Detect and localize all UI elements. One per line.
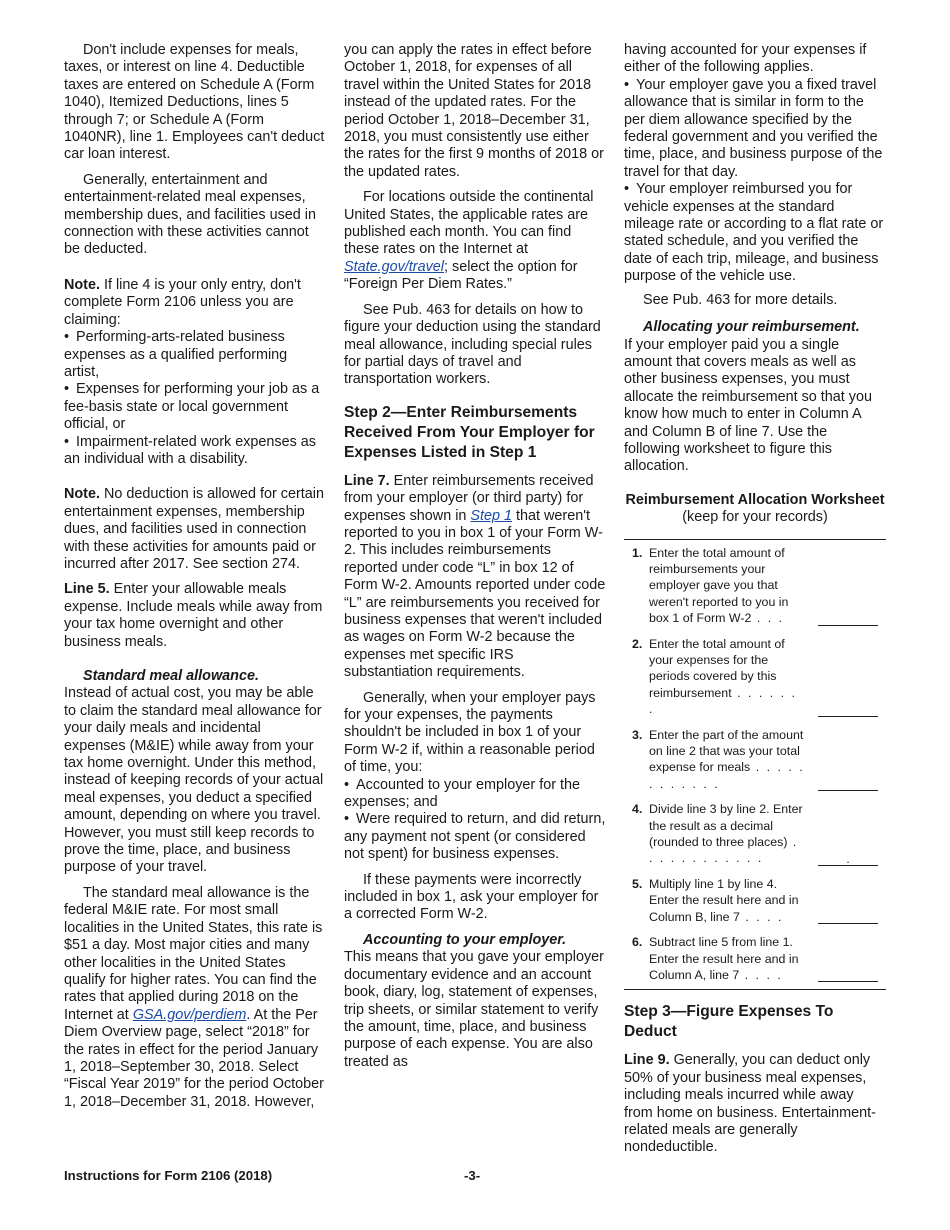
page-number: -3- [464,1168,481,1183]
allocating-heading: Allocating your reimbursement. [643,319,860,336]
column-3 [624,42,886,1165]
worksheet-subtitle: (keep for your records) [682,509,828,526]
line9-label: Line 9. [624,1052,670,1069]
line5-label: Line 5. [64,581,110,598]
line7-paragraph: Line 7. Enter reimbursements received from your employer (or third party) for expenses shown in Step 1 that weren't reported to you in box 1 of your Form W-2. This includes reimbursements reported under code “L” in box 12 of Form W-2. Amounts reported under code “L” are reimbursements you received for business expenses that weren't included as wages on Form W-2 because the expenses met specific IRS substantiation requirements. [344,472,606,681]
note-label: Note. [64,276,100,293]
accounted-paragraph: having accounted for your expenses if either of the following applies. [624,42,867,76]
line9-paragraph: Line 9. Generally, you can deduct only 50% of your business meal expenses, including meals incurred while away from home on business. Entertainment-related meals are generally nondeductible. [624,1052,876,1156]
worksheet-row-6: 6. Subtract line 5 from line 1. Enter the result here and in Column A, line 7 . . . . [624,934,886,983]
see-pub-paragraph: See Pub. 463 for more details. [643,291,838,308]
worksheet-entry-line[interactable]: . [818,851,878,866]
allocating-paragraph: If your employer paid you a single amount that covers meals as well as other business expenses, you must allocate the reimbursement so that you know how much to enter in Column A and Column B of line 7. Use the following worksheet to figure this allocation. [624,336,872,475]
list-item: • Expenses for performing your job as a fee-basis state or local government official, or [64,381,326,433]
list-item: • Your employer reimbursed you for vehicle expenses at the standard mileage rate or according to a flat rate or stated schedule, and you verified the date of each trip, mileage, and business purpose of the vehicle use. [624,181,886,285]
gsa-perdiem-link[interactable]: GSA.gov/perdiem [132,1006,247,1023]
list-item: • Were required to return, and did return, any payment not spent (or considered not spent) for business expenses. [344,811,606,863]
line5-paragraph: Line 5. Enter your allowable meals expense. Include meals while away from your tax home overnight and other business meals. [64,581,323,650]
note-label: Note. [64,486,100,503]
step2-heading: Step 2—Enter Reimbursements Received From Your Employer for Expenses Listed in Step 1 [344,403,595,461]
worksheet-entry-line[interactable] [818,967,878,982]
accounting-heading: Accounting to your employer. [363,931,567,948]
column-2 [344,42,606,1079]
list-item: • Accounted to your employer for the expenses; and [344,777,606,812]
state-travel-link[interactable]: State.gov/travel [344,258,444,275]
reimbursement-worksheet [624,539,886,991]
note-deduction: Note. No deduction is allowed for certain entertainment expenses, membership dues, and facilities used in connection with these activities for amounts paid or incurred after 2017. See section 274. [64,486,324,572]
note-line4: Note. If line 4 is your only entry, don't complete Form 2106 unless you are claiming: [64,276,301,328]
step3-heading: Step 3—Figure Expenses To Deduct [624,1003,834,1041]
generally-paragraph: Generally, when your employer pays for your expenses, the payments shouldn't be included in box 1 of your Form W-2 if, within a reasonable period of time, you: [344,689,596,776]
accounting-paragraph: This means that you gave your employer documentary evidence and an account book, diary, log, statement of expenses, trip sheets, or similar statement to verify the amount, time, place, and business purpose of each expense. You are also treated as [344,949,604,1070]
list-item: • Performing-arts-related business expenses as a qualified performing artist, [64,329,326,381]
worksheet-entry-line[interactable] [818,702,878,717]
sma-paragraph: Instead of actual cost, you may be able to claim the standard meal allowance for your daily meals and incidental expenses (M&IE) while away from your tax home overnight. Under this method, instead of keeping records of your actual meal expenses, you deduct a specified amount, depending on where you travel. However, you must still keep records to prove the time, place, and business purpose of your travel. [64,685,324,876]
worksheet-row-3: 3. Enter the part of the amount on line 2 that was your total expense for meals . . . . . . . . . . . . [624,727,886,793]
step1-link[interactable]: Step 1 [470,507,513,524]
worksheet-entry-line[interactable] [818,776,878,791]
column-1 [64,42,326,1119]
meals-taxes-paragraph: Don't include expenses for meals, taxes, or interest on line 4. Deductible taxes are entered on Schedule A (Form 1040), Itemized Deductions, lines 5 through 7; or Schedule A (Form 1040NR), line 1. Employees can't deduct car loan interest. [64,42,325,163]
footer-form-title: Instructions for Form 2106 (2018) [64,1168,273,1183]
worksheet-row-1: 1. Enter the total amount of reimbursements your employer gave you that weren't reported to you in box 1 of Form W-2 . . . [624,545,886,627]
line7-label: Line 7. [344,472,390,489]
sma-heading: Standard meal allowance. [83,668,259,684]
worksheet-entry-line[interactable] [818,611,878,626]
incorrect-paragraph: If these payments were incorrectly included in box 1, ask your employer for a corrected Form W-2. [344,871,599,923]
worksheet-row-5: 5. Multiply line 1 by line 4. Enter the result here and in Column B, line 7 . . . . [624,876,886,925]
list-item: • Impairment-related work expenses as an individual with a disability. [64,434,326,469]
worksheet-title: Reimbursement Allocation Worksheet [625,491,885,508]
list-item: • Your employer gave you a fixed travel allowance that is similar in form to the per diem allowance specified by the federal government and you verified the time, place, and business purpose of the travel for that day. [624,77,886,181]
rates-continued-paragraph: you can apply the rates in effect before October 1, 2018, for expenses of all travel within the United States for 2018 instead of the updated rates. For the period October 1, 2018–December 31, 2018, you must consistently use either the rates for the first 9 months of 2018 or the updated rates. [344,42,604,180]
worksheet-entry-line[interactable] [818,909,878,924]
entertainment-paragraph: Generally, entertainment and entertainment-related meal expenses, membership dues, and facilities used in connection with these activities cannot be deducted. [64,171,316,258]
rate-paragraph: The standard meal allowance is the federal M&IE rate. For most small localities in the United States, this rate is $51 a day. Most major cities and many other localities in the United States qualify for higher rates. You can find the rates that applied during 2018 on the Internet at GSA.gov/perdiem. At the Per Diem Overview page, select “2018” for the rates in effect for the period January 1, 2018–September 30, 2018. Select “Fiscal Year 2019” for the period October 1, 2018–December 31, 2018. However, [64,884,324,1110]
pub463-paragraph: See Pub. 463 for details on how to figure your deduction using the standard meal allowance, including special rules for partial days of travel and transportation workers. [344,301,601,388]
outside-conus-paragraph: For locations outside the continental United States, the applicable rates are published each month. You can find these rates on the Internet at State.gov/travel; select the option for “Foreign Per Diem Rates.” [344,189,594,293]
worksheet-row-4: 4. Divide line 3 by line 2. Enter the result as a decimal (rounded to three places) . . . . . . . . . . . . . [624,801,886,867]
worksheet-row-2: 2. Enter the total amount of your expenses for the periods covered by this reimbursement . . . . . . . [624,636,886,718]
